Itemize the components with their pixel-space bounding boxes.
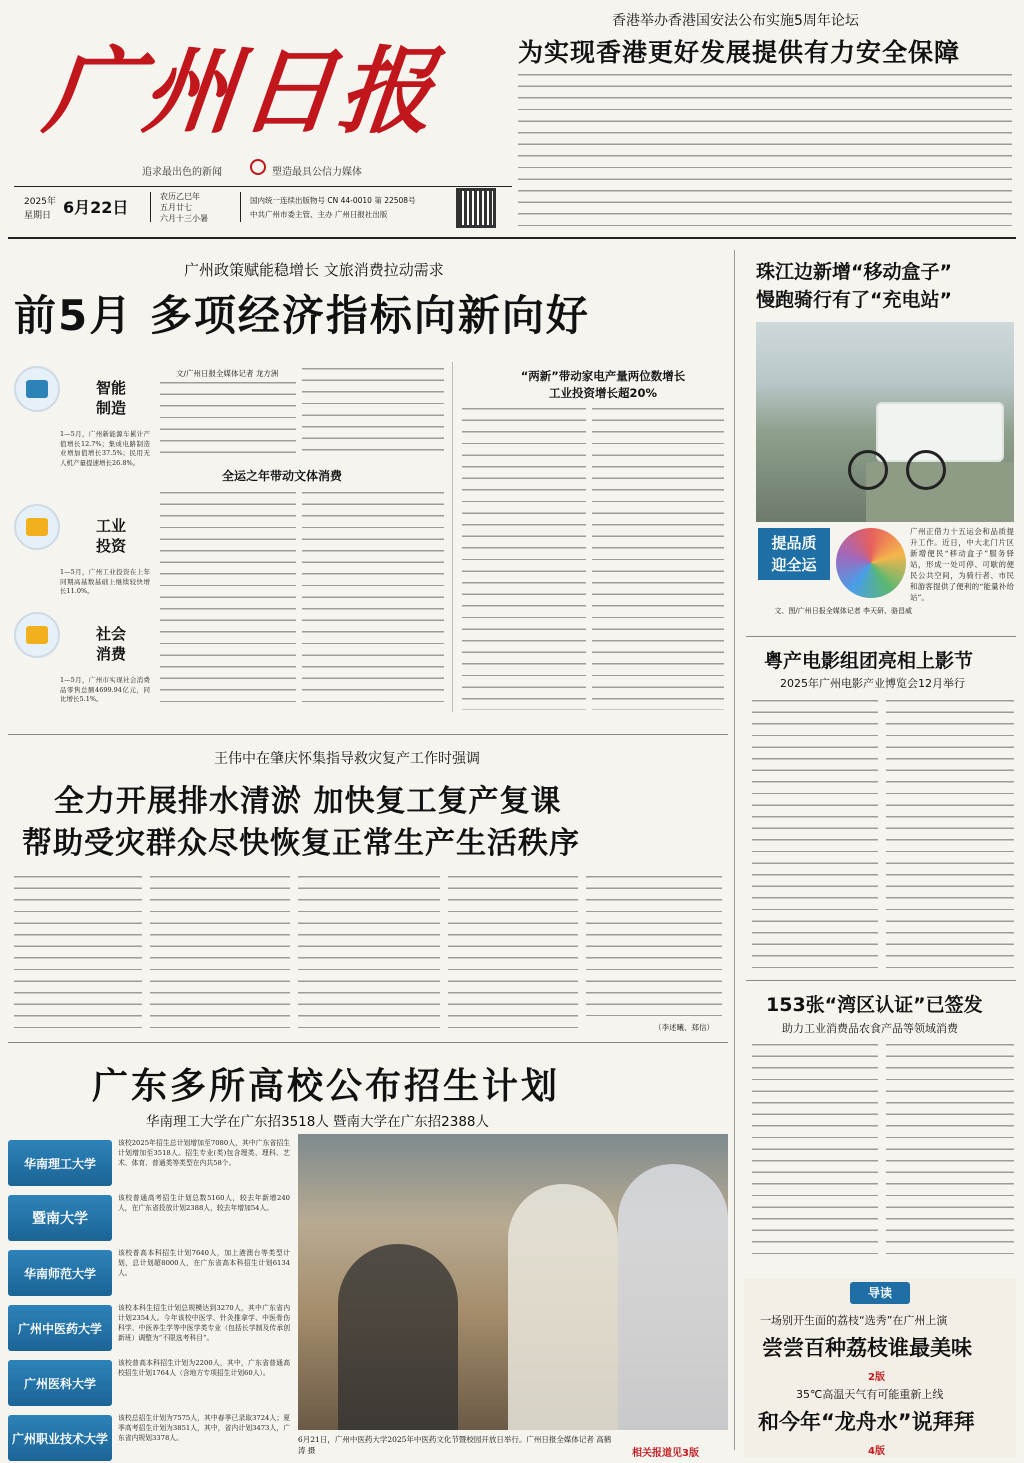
related-reports-link[interactable]: 相关报道见3版 [632,1448,699,1459]
lunar-1: 农历乙巳年 [160,192,200,201]
lead-body-col1 [160,382,296,457]
chip-icon [14,366,60,412]
lead-indicator-title: 工业 投资 [96,517,127,555]
bay-body2 [886,1044,1014,1264]
person-2 [508,1184,618,1430]
school-tag[interactable]: 暨南大学 [8,1195,112,1241]
date-year: 2025年 [24,197,56,207]
lead-kicker: 广州政策赋能稳增长 文旅消费拉动需求 [184,261,444,279]
lead-indicator-caption: 1—5月，广州工业投资在上年同期高基数基础上继续较快增长11.0%。 [60,568,150,595]
lead-indicator-title: 社会 消费 [96,625,127,663]
flood-headline-1[interactable]: 全力开展排水清淤 加快复工复产复课 [54,784,562,819]
lead-side-body2 [592,408,724,710]
newspaper-logo: 广州日报 [39,37,443,147]
school-plan-text: 该校总招生计划为7575人，其中春季已录取3724人；夏季高考招生计划为3851人，其中，省内计划3473人，广东省内规划3378人。 [118,1414,290,1442]
lead-body-col1b [160,492,296,710]
school-plan-text: 该校普高本科招生计划为2200人，其中，广东省普通高校招生计划1764人（含地方专项招生计划60人）。 [118,1359,290,1377]
quality-badge: 提品质 迎全运 [758,528,830,580]
cyclist-icon [848,450,888,490]
guide-badge: 导读 [850,1282,910,1304]
film-subhead: 2025年广州电影产业博览会12月举行 [780,677,965,690]
campus-photo-caption: 6月21日，广州中医药大学2025年中医药文化节暨校园开放日举行。广州日报全媒体记者 高鹤涛 摄 [298,1435,612,1455]
school-plan-text: 该校普高本科招生计划7640人，加上港澳台等类型计划，总计划超8000人，在广东省高本科招生计划6134人。 [118,1249,290,1277]
lead-indicator-caption: 1—5月，广州市实现社会消费品零售总额4699.94亿元，同比增长5.1%。 [60,676,150,703]
admission-headline[interactable]: 广东多所高校公布招生计划 [92,1066,561,1107]
school-plan-text: 该校2025年招生总计划增加至7080人，其中广东省招生计划增加至3518人。招生专业(类)包含理类、理科、艺术、体育、普通类等类型在内共58个。 [118,1139,290,1167]
cart-icon [14,612,60,658]
lunar-2: 五月廿七 [160,203,192,212]
right-top-headline[interactable]: 珠江边新增“移动盒子” 慢跑骑行有了“充电站” [756,261,952,311]
school-tag[interactable]: 广州医科大学 [8,1360,112,1406]
bay-body1 [752,1044,878,1264]
flood-body2 [150,876,290,1034]
excavator-icon [14,504,60,550]
flood-headline-2[interactable]: 帮助受灾群众尽快恢复正常生产生活秩序 [22,826,580,861]
issn-text: 国内统一连续出版物号 CN 44-0010 第 22508号 [250,196,416,205]
school-tag[interactable]: 华南理工大学 [8,1140,112,1186]
gear-logo-icon [250,159,266,175]
flood-body5 [586,876,722,1016]
admission-subhead: 华南理工大学在广东招3518人 暨南大学在广东招2388人 [146,1114,490,1130]
lead-headline[interactable]: 前5月 多项经济指标向新向好 [14,291,590,340]
flood-credit: （李述曦、郑信） [654,1023,714,1032]
lead-side-title: “两新”带动家电产量两位数增长 工业投资增长超20% [520,369,686,400]
guide-item2-kicker: 35℃高温天气有可能重新上线 [796,1388,944,1401]
lead-side-body1 [462,408,586,710]
campus-photo [298,1134,728,1430]
right-top-credit: 文、图/广州日报全媒体记者 李天研、骆昌威 [774,607,912,615]
flood-body4 [448,876,578,1034]
school-plan-text: 该校普通高考招生计划总数5160人，较去年新增240人，在广东省投放计划2388人，较去年增加54人。 [118,1194,290,1212]
lead-indicator-title: 智能 制造 [96,379,127,417]
flood-kicker: 王伟中在肇庆怀集指导救灾复产工作时强调 [214,751,480,767]
person-3 [618,1164,728,1430]
lead-body-col2 [302,368,444,458]
top-story-headline[interactable]: 为实现香港更好发展提供有力安全保障 [518,38,961,67]
guide-item1-kicker: 一场别开生面的荔枝“选秀”在广州上演 [760,1314,948,1327]
lunar-3: 六月十三小暑 [160,214,208,223]
bay-subhead: 助力工业消费品农食产品等领域消费 [782,1022,958,1035]
guide-item1-page[interactable]: 2版 [868,1372,885,1383]
right-top-caption: 广州正借力十五运会和品质提升工作。近日，中大北门片区新增便民“移动盒子”服务驿站，形成一处可停、可歇的便民公共空间，为骑行者、市民和游客提供了便利的“能量补给站”。 [910,527,1014,602]
river-kiosk-photo [756,322,1014,522]
bay-headline[interactable]: 153张“湾区认证”已签发 [766,994,983,1016]
school-tag[interactable]: 广州职业技术大学 [8,1415,112,1461]
guide-item2-page[interactable]: 4版 [868,1446,885,1457]
lead-subhead: 全运之年带动文体消费 [222,469,343,483]
film-body2 [886,700,1014,968]
qr-code-icon[interactable] [456,188,496,228]
publisher-text: 中共广州市委主管、主办 广州日报社出版 [250,210,388,219]
flood-body3 [298,876,440,1034]
school-tag[interactable]: 广州中医药大学 [8,1305,112,1351]
school-plan-text: 该校本科生招生计划总规模达到3270人，其中广东省内计划2354人。今年该校中医学、针灸推拿学、中医骨伤科学、中医养生学等中医学类专业（包括长学制及传承创新班）调整为“不限选考科目”。 [118,1304,290,1342]
guide-item1-headline[interactable]: 尝尝百种荔枝谁最美味 [762,1336,972,1360]
lead-body-col2b [302,492,444,710]
lead-byline: 文/广州日报全媒体记者 龙方洲 [176,369,279,378]
guide-section [744,1278,1016,1458]
masthead [0,0,1024,232]
date-main: 6月22日 [63,198,129,217]
film-headline[interactable]: 粤产电影组团亮相上影节 [764,650,974,672]
top-story-kicker: 香港举办香港国安法公布实施5周年论坛 [612,13,859,29]
guide-item2-headline[interactable]: 和今年“龙舟水”说拜拜 [758,1410,975,1434]
top-story-body [518,74,1012,226]
school-tag[interactable]: 华南师范大学 [8,1250,112,1296]
games-logo-icon [836,528,906,598]
slogan-right: 塑造最具公信力媒体 [272,167,362,178]
date-weekday: 星期日 [24,211,52,221]
person-1 [338,1244,458,1430]
lead-indicator-caption: 1—5月，广州新能源车累计产值增长12.7%；集成电路制造业增加值增长37.5%；民用无人机产量提速增长26.8%。 [60,430,150,467]
flood-body1 [14,876,142,1034]
slogan-left: 追求最出色的新闻 [142,167,222,178]
film-body1 [752,700,878,968]
